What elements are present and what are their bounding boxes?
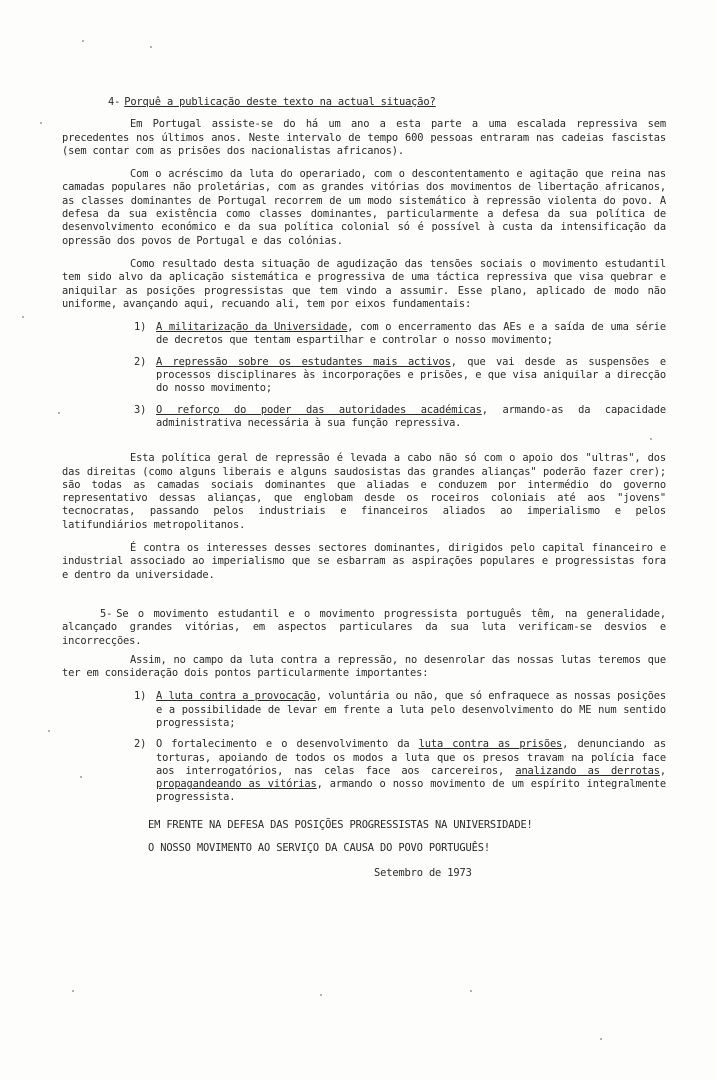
scan-speck xyxy=(72,990,74,992)
item-number: 1) xyxy=(134,690,147,703)
slogan-2: O NOSSO MOVIMENTO AO SERVIÇO DA CAUSA DO POVO PORTUGUÊS! xyxy=(148,842,490,855)
scan-speck xyxy=(82,40,84,42)
section-5-intro-text: Se o movimento estudantil e o movimento progressista português têm, na generalidade, alcançado grandes vitórias, em aspectos particulares da sua luta verificam-se desvios e incorrecções. xyxy=(62,607,666,647)
section-4-paragraph-3: Como resultado desta situação de agudização das tensões sociais o movimento estudantil tem sido alvo da aplicação sistemática e progressiva de uma táctica repressiva que visa quebrar e aniquilar as posições progressistas que tem vindo a assumir. Esse plano, aplicado de modo não uniforme, avançando aqui, recuando ali, tem por eixos fundamentais: xyxy=(62,257,666,310)
item-rest: , com o encerramento das AEs e a saída de uma série de decretos que tentam espartilhar e controlar o nosso movimento; xyxy=(156,321,667,347)
item-pre: O fortalecimento e o desenvolvimento da xyxy=(156,738,419,751)
section-5-number: 5- xyxy=(100,607,113,620)
item-underline-2: analizando as derrotas xyxy=(515,764,660,777)
item-text xyxy=(156,738,666,804)
scan-speck xyxy=(48,730,50,732)
item-mid-2: , xyxy=(659,764,666,777)
section-4-paragraph-5: É contra os interesses desses sectores dominantes, dirigidos pelo capital financeiro e industrial associado ao imperialismo que se esbarram as aspirações populares e progressistas fora e dentro da universidade. xyxy=(62,542,666,581)
item-underline-3: propagandeando as vitórias xyxy=(156,778,317,791)
item-text xyxy=(156,404,666,431)
item-rest: , armando-as da capacidade administrativa necessária à sua função repressiva. xyxy=(156,403,666,429)
item-text xyxy=(156,321,666,348)
section-4-heading xyxy=(108,96,666,109)
document-date: Setembro de 1973 xyxy=(374,867,472,880)
item-lead: O reforço do poder das autoridades académicas xyxy=(156,403,482,416)
item-lead: A militarização da Universidade xyxy=(156,321,348,334)
section-5-item-2 xyxy=(134,738,666,804)
section-4-paragraph-1: Em Portugal assiste-se do há um ano a esta parte a uma escalada repressiva sem precedentes nos últimos anos. Neste intervalo de tempo 600 pessoas entraram nas cadeias fascistas (sem contar com as prisões dos nacionalistas africanos). xyxy=(62,118,666,157)
scan-speck xyxy=(320,994,322,996)
section-4-item-3 xyxy=(134,404,666,431)
section-4-paragraph-4: Esta política geral de repressão é levada a cabo não só com o apoio dos "ultras", dos das direitas (como alguns liberais e alguns saudosistas das grandes alianças" poderão fazer crer); são todas as camadas sociais dominantes que aliadas e conduzem por intermédio do governo representativo dessas alianças, que englobam desde os roceiros coloniais até aos "jovens" tecnocratas, passando pelos industriais e financeiros aliados ao imperialismo e pelos latifundiários metropolitanos. xyxy=(62,452,666,531)
scan-speck xyxy=(470,990,472,992)
section-4-number: 4- xyxy=(108,96,121,108)
scan-speck xyxy=(22,316,24,318)
item-mid: , denunciando as torturas, apoiando de todos os modos a luta que os presos travam na polícia face aos interrogatórios, nas celas face aos carcereiros, xyxy=(156,738,666,777)
item-rest: , armando o nosso movimento de um espírito integralmente progressista. xyxy=(156,778,667,804)
slogan-1: EM FRENTE NA DEFESA DAS POSIÇÕES PROGRESSISTAS NA UNIVERSIDADE! xyxy=(148,818,533,831)
item-number: 3) xyxy=(134,403,147,416)
scan-speck xyxy=(600,1038,602,1040)
item-text xyxy=(156,690,666,730)
item-number: 2) xyxy=(134,355,147,368)
item-rest: , voluntária ou não, que só enfraquece as nossas posições e a possibilidade de levar em frente a luta pelo desenvolvimento do ME num sentido progressista; xyxy=(156,690,667,729)
section-4-item-2 xyxy=(134,356,666,396)
item-lead: A luta contra a provocação xyxy=(156,690,316,703)
section-4-paragraph-2: Com o acréscimo da luta do operariado, com o descontentamento e agitação que reina nas camadas populares não proletárias, com as grandes vitórias dos movimentos de libertação africanos, as classes dominantes de Portugal recorrem de um modo sistemático à repressão violenta do povo. A defesa da sua existência como classes dominantes, particularmente a defesa da sua política de desenvolvimento económico e da sua política colonial só é possível à custa da intensificação da opressão dos povos de Portugal e das colónias. xyxy=(62,168,666,247)
section-5-intro xyxy=(62,608,666,648)
section-5-item-1 xyxy=(134,690,666,730)
section-4-title: Porquê a publicação deste texto na actual situação? xyxy=(124,96,436,108)
scan-speck xyxy=(40,122,42,124)
item-underline-1: luta contra as prisões xyxy=(418,738,563,751)
item-number: 2) xyxy=(134,738,147,751)
item-lead: A repressão sobre os estudantes mais activos xyxy=(156,355,451,368)
scan-speck xyxy=(58,412,60,414)
item-text xyxy=(156,356,666,396)
section-4-item-1 xyxy=(134,321,666,348)
item-rest: , que vai desde as suspensões e processos disciplinares às incorporações e prisões, e que visa aniquilar a direcção do nosso movimento; xyxy=(156,355,666,395)
scan-speck xyxy=(150,46,152,48)
item-number: 1) xyxy=(134,321,147,334)
document-body xyxy=(62,96,666,881)
section-5-paragraph: Assim, no campo da luta contra a repressão, no desenrolar das nossas lutas teremos que ter em consideração dois pontos particularmente importantes: xyxy=(62,653,666,680)
